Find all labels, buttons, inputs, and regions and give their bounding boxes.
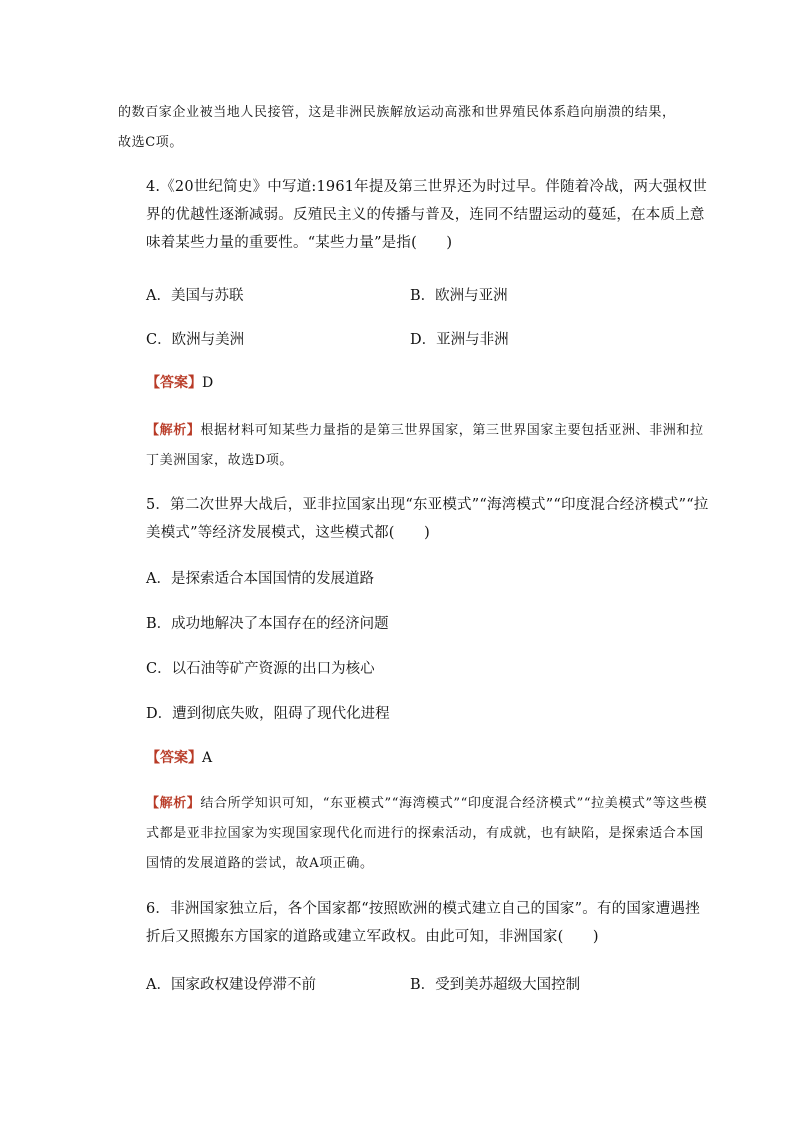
explanation-line: 的数百家企业被当地人民接管，这是非洲民族解放运动高涨和世界殖民体系趋向崩溃的结果， xyxy=(118,105,676,120)
question-5-option-c: C．以石油等矿产资源的出口为核心 xyxy=(146,661,375,677)
question-6-option-a: A．国家政权建设停滞不前 xyxy=(146,977,316,993)
question-5-answer xyxy=(146,748,212,768)
analysis-text: 根据材料可知某些力量指的是第三世界国家，第三世界国家主要包括亚洲、非洲和拉丁美洲国家，故选D项。 xyxy=(146,423,704,468)
question-5-stem: 5．第二次世界大战后，亚非拉国家出现“东亚模式”“海湾模式”“印度混合经济模式”“拉美模式”等经济发展模式，这些模式都( ) xyxy=(146,497,709,541)
question-5-option-a: A．是探索适合本国国情的发展道路 xyxy=(146,571,374,587)
question-4-option-d: D．亚洲与非洲 xyxy=(410,332,509,348)
question-4-analysis xyxy=(118,416,714,476)
question-6-stem: 6．非洲国家独立后，各个国家都“按照欧洲的模式建立自己的国家”。有的国家遭遇挫折后又照搬东方国家的道路或建立军政权。由此可知，非洲国家( ) xyxy=(146,901,700,945)
answer-tag: 【答案】 xyxy=(146,375,202,391)
question-4-option-b: B．欧洲与亚洲 xyxy=(410,288,508,304)
analysis-tag: 【解析】 xyxy=(146,796,201,811)
question-4-option-c: C．欧洲与美洲 xyxy=(146,332,245,348)
answer-value: D xyxy=(202,375,214,391)
question-5-option-b: B．成功地解决了本国存在的经济问题 xyxy=(146,616,389,632)
analysis-text: 结合所学知识可知，“东亚模式”“海湾模式”“印度混合经济模式”“拉美模式”等这些模式都是亚非拉国家为实现国家现代化而进行的探索活动，有成就，也有缺陷，是探索适合本国国情的发展道路的尝试，故A项正确。 xyxy=(146,796,708,871)
question-5-option-d: D．遭到彻底失败，阻碍了现代化进程 xyxy=(146,706,390,722)
question-4-stem: 4.《20世纪简史》中写道:1961年提及第三世界还为时过早。伴随着冷战，两大强权世界的优越性逐渐减弱。反殖民主义的传播与普及，连同不结盟运动的蔓延，在本质上意味着某些力量的重要性。“某些力量”是指( ) xyxy=(146,179,707,251)
question-4-option-a: A．美国与苏联 xyxy=(146,288,244,304)
explanation-line: 故选C项。 xyxy=(118,135,183,150)
explanation-3-tail xyxy=(118,98,686,158)
question-4-answer xyxy=(146,373,213,393)
answer-tag: 【答案】 xyxy=(146,750,202,766)
question-5-analysis xyxy=(118,789,714,879)
question-6-option-b: B．受到美苏超级大国控制 xyxy=(410,977,581,993)
analysis-tag: 【解析】 xyxy=(146,423,201,438)
answer-value: A xyxy=(202,750,213,766)
